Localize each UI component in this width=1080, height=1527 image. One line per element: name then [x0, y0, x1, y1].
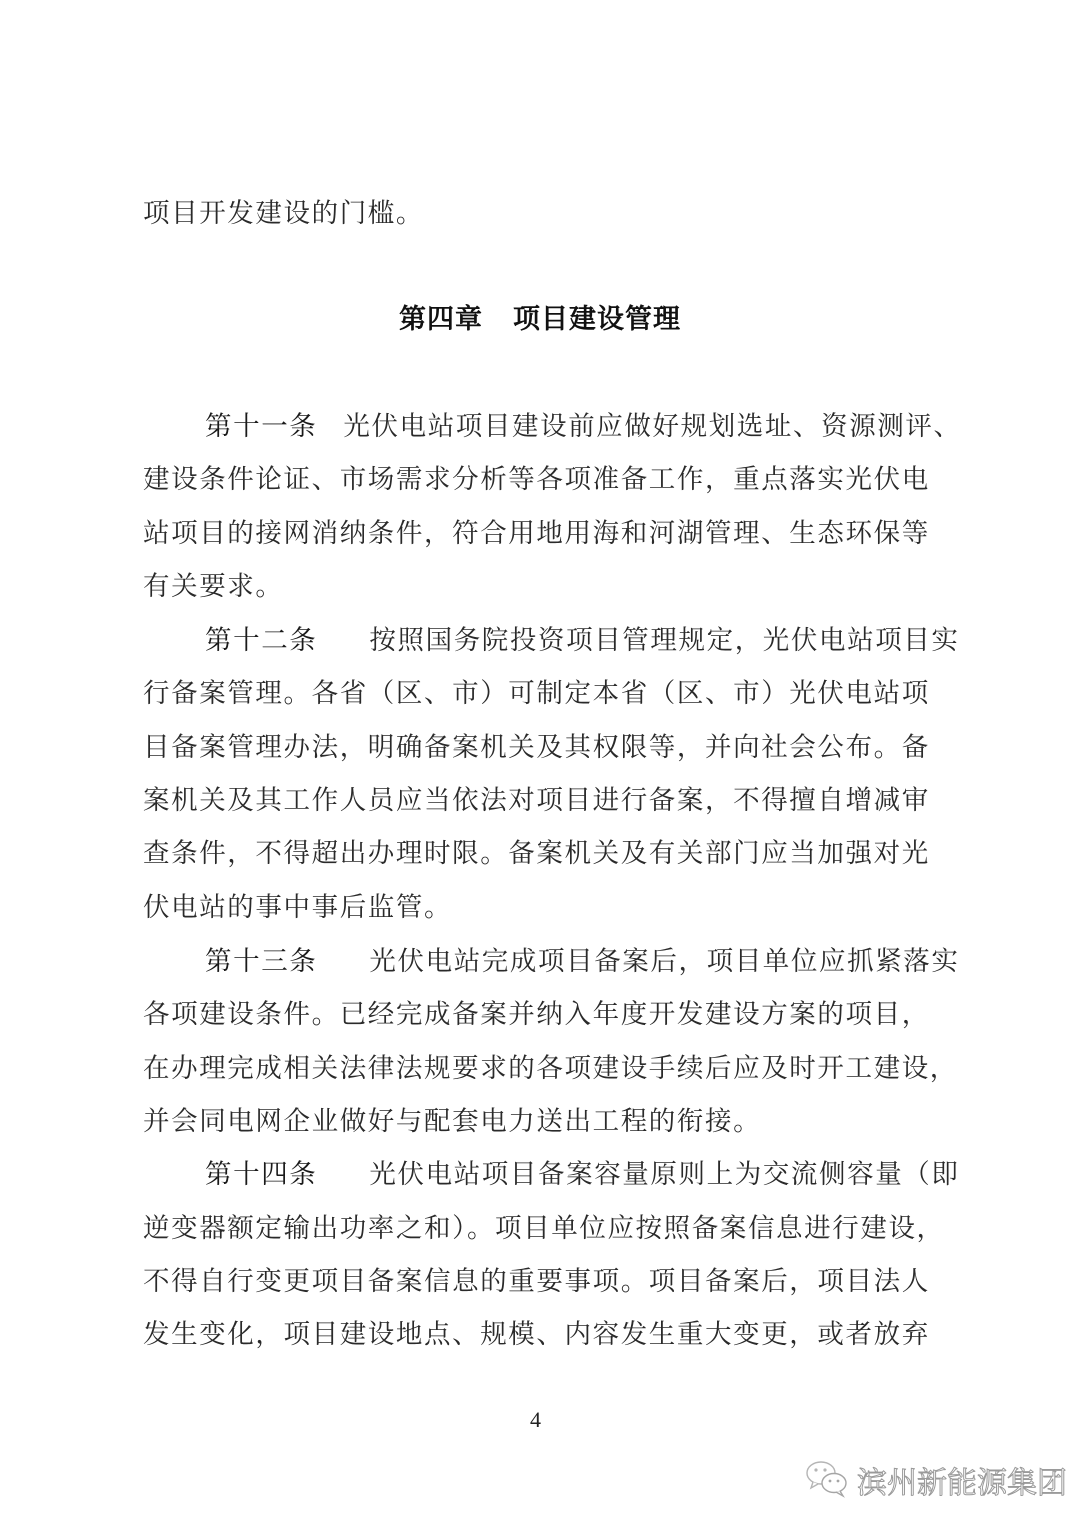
article-line: 目备案管理办法，明确备案机关及其权限等，并向社会公布。备 — [143, 732, 930, 763]
chapter-heading — [0, 302, 1080, 338]
article-text: 光伏电站项目备案容量原则上为交流侧容量（即 — [369, 1159, 960, 1190]
article-first-line — [205, 624, 1005, 658]
article-line: 查条件，不得超出办理时限。备案机关及有关部门应当加强对光 — [143, 838, 930, 869]
watermark-text: 滨州新能源集团 — [857, 1466, 1067, 1501]
article-text: 按照国务院投资项目管理规定，光伏电站项目实 — [369, 625, 960, 656]
article-line: 发生变化，项目建设地点、规模、内容发生重大变更，或者放弃 — [143, 1319, 930, 1350]
article-first-line — [205, 945, 1005, 979]
article-text: 光伏电站完成项目备案后，项目单位应抓紧落实 — [369, 946, 960, 977]
article-text: 光伏电站项目建设前应做好规划选址、资源测评、 — [343, 411, 962, 442]
wechat-icon — [805, 1458, 849, 1502]
chapter-title: 项目建设管理 — [513, 304, 681, 335]
article-label: 第十四条 — [205, 1159, 318, 1190]
article-label: 第十三条 — [205, 946, 318, 977]
article-line: 各项建设条件。已经完成备案并纳入年度开发建设方案的项目， — [143, 999, 930, 1030]
article-line: 不得自行变更项目备案信息的重要事项。项目备案后，项目法人 — [143, 1266, 930, 1297]
chapter-number: 第四章 — [399, 304, 483, 335]
article-label: 第十一条 — [205, 411, 318, 442]
article-first-line — [205, 1158, 1005, 1192]
article-line: 逆变器额定输出功率之和）。项目单位应按照备案信息进行建设， — [143, 1213, 945, 1244]
article-label: 第十二条 — [205, 625, 318, 656]
article-line: 在办理完成相关法律法规要求的各项建设手续后应及时开工建设， — [143, 1053, 958, 1084]
article-line: 建设条件论证、市场需求分析等各项准备工作，重点落实光伏电 — [143, 464, 930, 495]
watermark — [805, 1457, 1067, 1503]
continuation-line: 项目开发建设的门槛。 — [143, 198, 424, 229]
article-line: 伏电站的事中事后监管。 — [143, 892, 453, 923]
article-line: 并会同电网企业做好与配套电力送出工程的衔接。 — [143, 1106, 762, 1137]
article-line: 站项目的接网消纳条件，符合用地用海和河湖管理、生态环保等 — [143, 518, 930, 549]
page-number: 4 — [530, 1407, 541, 1432]
article-line: 案机关及其工作人员应当依法对项目进行备案，不得擅自增减审 — [143, 785, 930, 816]
article-first-line — [205, 410, 1005, 444]
article-line: 有关要求。 — [143, 571, 284, 602]
article-line: 行备案管理。各省（区、市）可制定本省（区、市）光伏电站项 — [143, 678, 930, 709]
